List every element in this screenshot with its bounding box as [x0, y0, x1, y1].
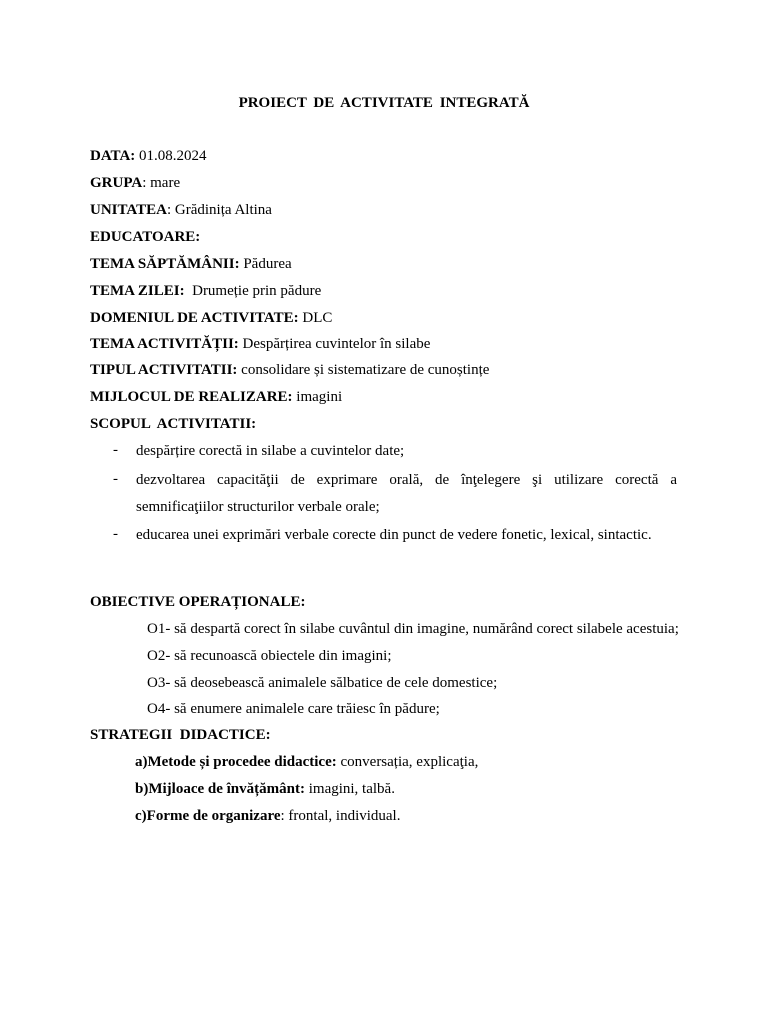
strategy-item	[135, 780, 395, 798]
field-data	[90, 147, 207, 165]
objectives-heading-text: OBIECTIVE OPERAȚIONALE:	[90, 594, 306, 610]
field-value: Pădurea	[239, 256, 292, 272]
bullet-dash: -	[113, 526, 118, 542]
scope-heading	[90, 415, 256, 433]
strategy-label: b)Mijloace de învățământ:	[135, 781, 305, 797]
field-mijlocul	[90, 388, 342, 406]
scope-heading-text: SCOPUL ACTIVITATII:	[90, 416, 257, 432]
field-label: DOMENIUL DE ACTIVITATE:	[90, 310, 299, 326]
field-domeniul	[90, 309, 332, 327]
field-label: DATA:	[90, 148, 136, 164]
bullet-dash: -	[113, 471, 118, 487]
objectives-heading	[90, 593, 305, 611]
field-label: EDUCATOARE:	[90, 229, 201, 245]
scope-item: dezvoltarea capacităţii de exprimare orală, de înţelegere şi utilizare corectă a	[136, 472, 677, 488]
field-value: : Grădinița Altina	[166, 202, 272, 218]
field-label: UNITATEA	[90, 202, 167, 218]
objective-item: O1- să despartă corect în silabe cuvântul din imagine, numărând corect silabele acestuia;	[147, 621, 679, 637]
scope-item: educarea unei exprimări verbale corecte din punct de vedere fonetic, lexical, sintactic.	[136, 527, 652, 543]
field-tema-zilei	[90, 282, 321, 300]
field-grupa	[90, 174, 180, 192]
field-label: GRUPA	[90, 175, 143, 191]
field-label: MIJLOCUL DE REALIZARE:	[90, 389, 293, 405]
field-educatoare	[90, 228, 200, 246]
strategy-label: a)Metode și procedee didactice:	[135, 754, 337, 770]
field-unitatea	[90, 201, 272, 219]
field-label: TEMA SĂPTĂMÂNII:	[90, 256, 240, 272]
page-title: PROIECT DE ACTIVITATE INTEGRATĂ	[238, 95, 530, 111]
field-label: TEMA ACTIVITĂȚII:	[90, 336, 239, 352]
scope-item: despărțire corectă in silabe a cuvintelor date;	[136, 443, 405, 459]
objective-item: O2- să recunoască obiectele din imagini;	[147, 648, 392, 664]
objective-item: O3- să deosebească animalele sălbatice de cele domestice;	[147, 675, 498, 691]
field-value: Drumeție prin pădure	[184, 283, 322, 299]
scope-item-continuation: semnificaţiilor structurilor verbale orale;	[136, 499, 380, 515]
strategy-label: c)Forme de organizare	[135, 808, 281, 824]
strategy-value: conversația, explicaţia,	[336, 754, 479, 770]
field-value: : mare	[142, 175, 181, 191]
field-value: 01.08.2024	[135, 148, 207, 164]
field-tema-saptamanii	[90, 255, 292, 273]
strategies-heading-text: STRATEGII DIDACTICE:	[90, 727, 271, 743]
objective-item: O4- să enumere animalele care trăiesc în pădure;	[147, 701, 440, 717]
bullet-dash: -	[113, 442, 118, 458]
strategy-value: imagini, talbă.	[304, 781, 395, 797]
field-value: Despărțirea cuvintelor în silabe	[238, 336, 431, 352]
field-tipul-activitatii	[90, 361, 489, 379]
strategy-item	[135, 753, 478, 771]
field-label: TEMA ZILEI:	[90, 283, 185, 299]
strategy-item	[135, 807, 400, 825]
field-value: consolidare și sistematizare de cunoștințe	[237, 362, 490, 378]
strategy-value: : frontal, individual.	[280, 808, 401, 824]
field-value: imagini	[292, 389, 343, 405]
field-value: DLC	[298, 310, 333, 326]
field-tema-activitatii	[90, 335, 430, 353]
strategies-heading	[90, 726, 271, 744]
field-label: TIPUL ACTIVITATII:	[90, 362, 238, 378]
